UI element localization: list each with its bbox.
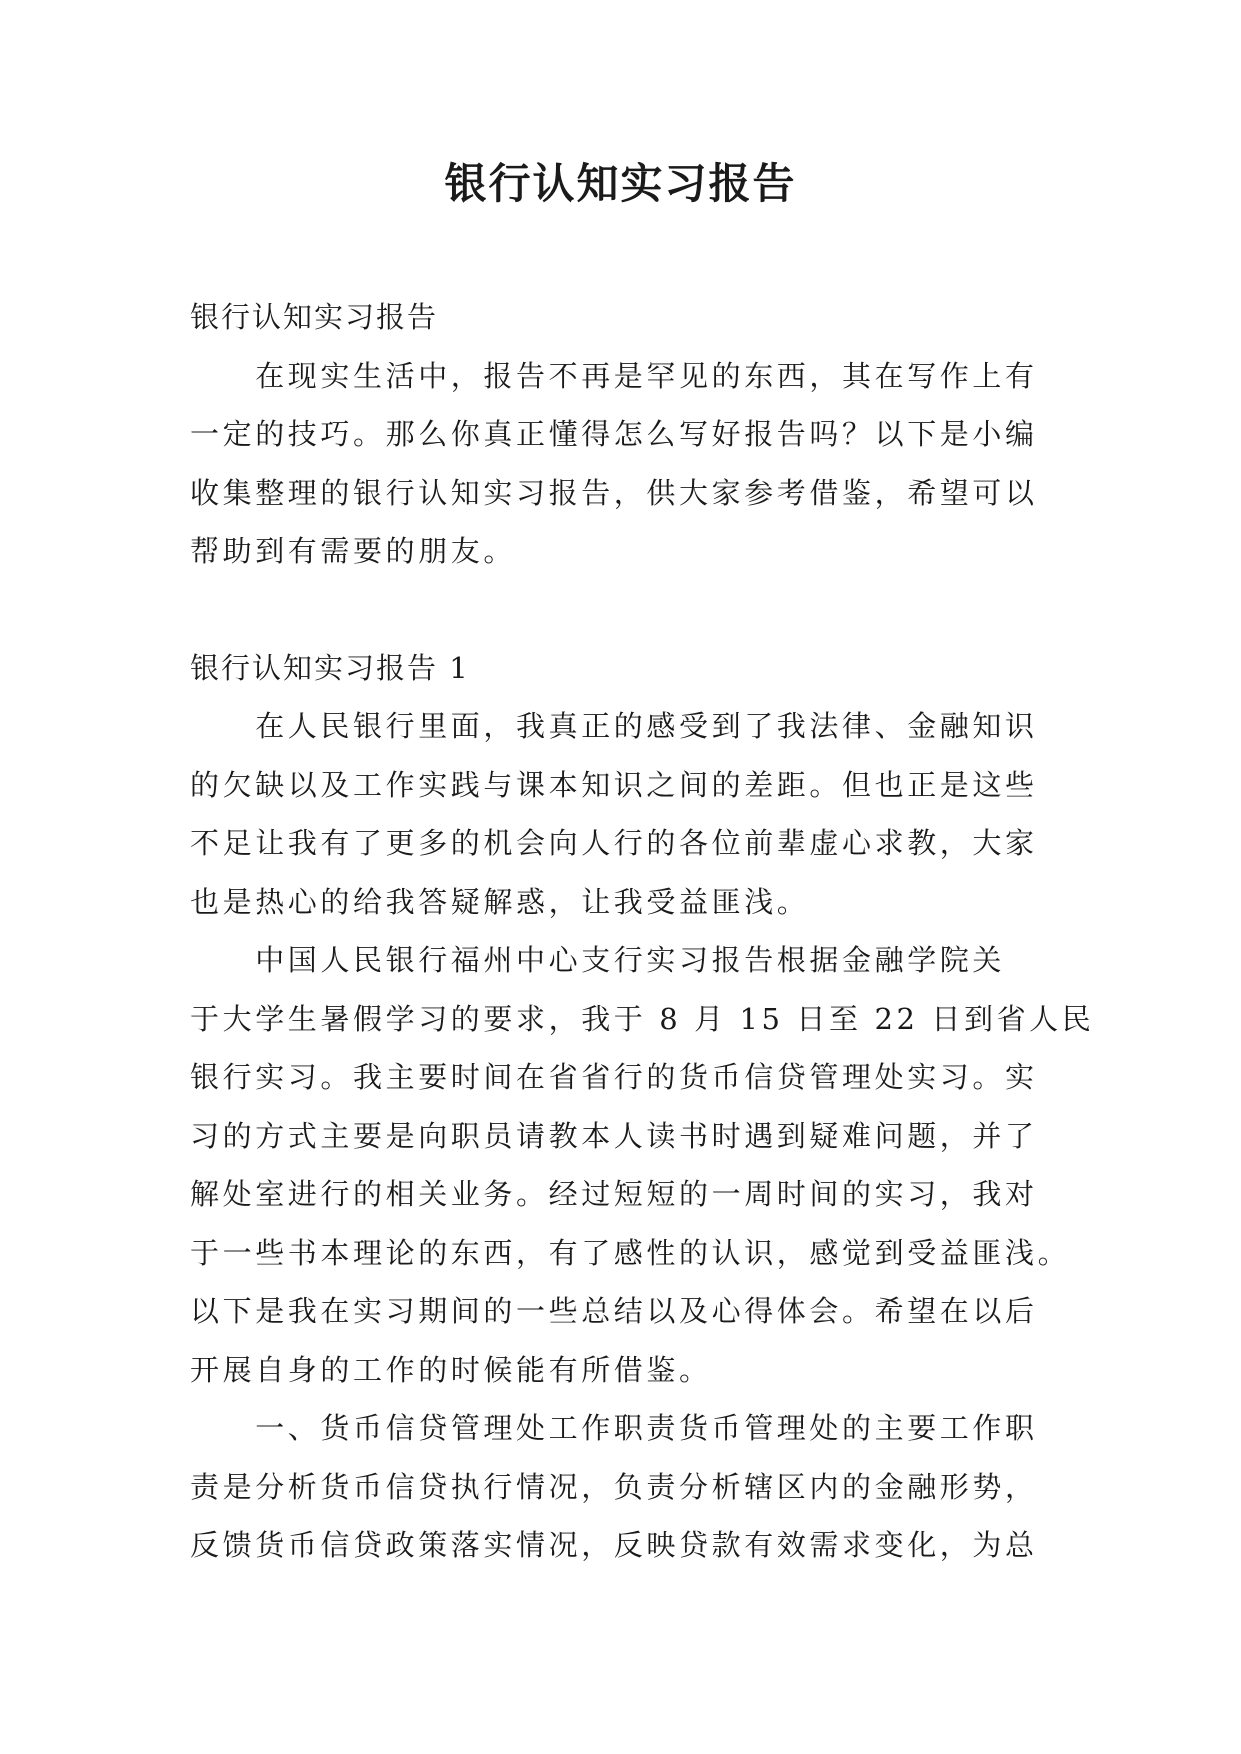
paragraph [190, 697, 1052, 931]
paragraph-line: 的欠缺以及工作实践与课本知识之间的差距。但也正是这些 [190, 767, 1038, 802]
paragraph-line: 帮助到有需要的朋友。 [190, 534, 517, 568]
paragraph-line: 中国人民银行福州中心支行实习报告根据金融学院关 [190, 943, 1006, 977]
paragraph-line: 一定的技巧。那么你真正懂得怎么写好报告吗？以下是小编 [190, 417, 1038, 451]
paragraph [190, 931, 1095, 1399]
heading-text: 银行认知实习报告 [190, 300, 439, 334]
paragraph [190, 1399, 1052, 1575]
paragraph-line: 不足让我有了更多的机会向人行的各位前辈虚心求教，大家 [190, 826, 1038, 860]
document-body [190, 288, 1095, 1575]
paragraph [190, 347, 1052, 581]
paragraph-line: 在人民银行里面，我真正的感受到了我法律、金融知识 [190, 709, 1038, 743]
paragraph-line: 于大学生暑假学习的要求，我于 8 月 15 日至 22 日到省人民 [190, 1001, 1095, 1036]
paragraph-line: 以下是我在实习期间的一些总结以及心得体会。希望在以后 [190, 1294, 1038, 1328]
paragraph-line: 收集整理的银行认知实习报告，供大家参考借鉴，希望可以 [190, 475, 1038, 510]
paragraph-line: 反馈货币信贷政策落实情况，反映贷款有效需求变化，为总 [190, 1528, 1038, 1562]
paragraph-line: 开展自身的工作的时候能有所借鉴。 [190, 1352, 712, 1387]
paragraph-line: 在现实生活中，报告不再是罕见的东西，其在写作上有 [190, 358, 1038, 393]
paragraph-line: 习的方式主要是向职员请教本人读书时遇到疑难问题，并了 [190, 1118, 1038, 1153]
paragraph-line: 解处室进行的相关业务。经过短短的一周时间的实习，我对 [190, 1177, 1038, 1211]
paragraph-line: 一、货币信贷管理处工作职责货币管理处的主要工作职 [190, 1411, 1038, 1445]
paragraph-line: 责是分析货币信贷执行情况，负责分析辖区内的金融形势， [190, 1469, 1038, 1504]
paragraph-line: 银行实习。我主要时间在省省行的货币信贷管理处实习。实 [190, 1060, 1038, 1094]
section-heading [190, 639, 1052, 698]
section-heading [190, 288, 1052, 347]
heading-text: 银行认知实习报告 1 [190, 650, 470, 685]
paragraph-line: 于一些书本理论的东西，有了感性的认识，感觉到受益匪浅。 [190, 1235, 1071, 1270]
paragraph-line: 也是热心的给我答疑解惑，让我受益匪浅。 [190, 884, 810, 919]
paragraph-spacer [190, 581, 1052, 639]
document-title: 银行认知实习报告 [444, 159, 797, 208]
